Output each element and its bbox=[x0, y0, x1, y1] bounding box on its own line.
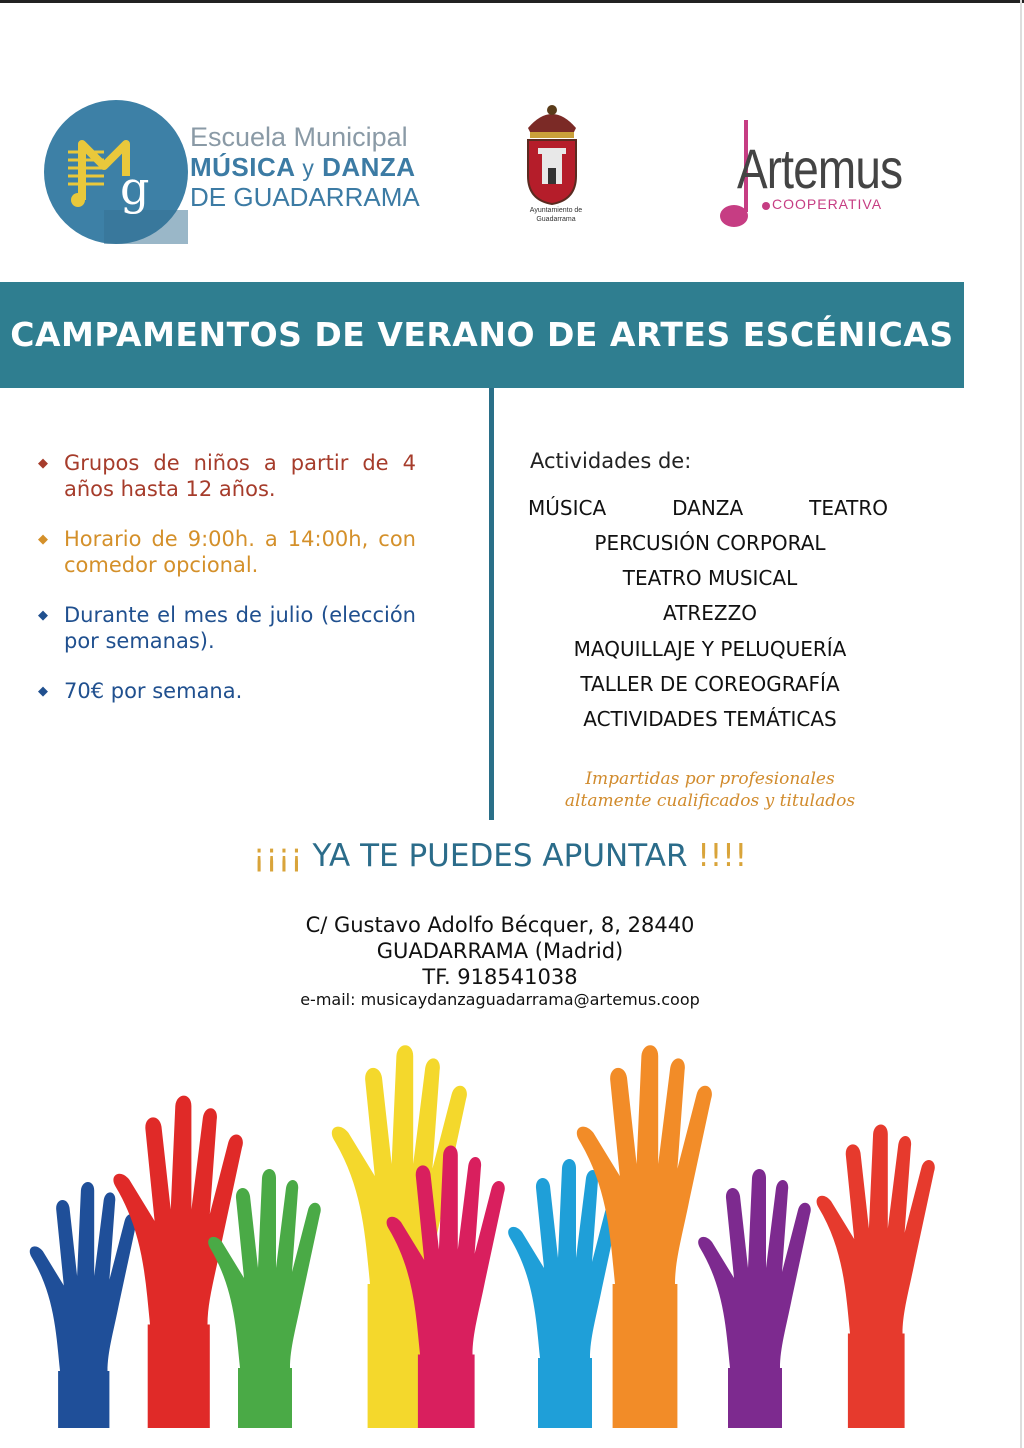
instructors-note-line2: altamente cualificados y titulados bbox=[564, 791, 856, 811]
crest-caption-line1: Ayuntamiento de bbox=[529, 207, 583, 214]
town-crest-icon bbox=[514, 102, 590, 210]
info-item bbox=[36, 526, 416, 578]
activities-heading: Actividades de: bbox=[530, 449, 692, 473]
address-line1: C/ Gustavo Adolfo Bécquer, 8, 28440 bbox=[305, 913, 695, 937]
column-divider bbox=[489, 388, 494, 820]
info-item-text: Horario de 9:00h. a 14:00h, con comedor opcional. bbox=[64, 527, 416, 577]
school-name-line1: Escuela Municipal bbox=[190, 122, 408, 152]
cta-close: !!!! bbox=[697, 838, 748, 874]
school-name-line2 bbox=[190, 153, 450, 183]
raised-hands-illustration bbox=[0, 1028, 1020, 1428]
info-item-text: Grupos de niños a partir de 4 años hasta 12 años. bbox=[64, 451, 416, 501]
instructors-note bbox=[520, 768, 900, 812]
svg-text:g: g bbox=[120, 161, 150, 215]
school-name-line3: DE GUADARRAMA bbox=[190, 181, 420, 212]
cta-open: ¡¡¡¡ bbox=[252, 838, 303, 874]
contact-address bbox=[200, 912, 800, 990]
cta-text: YA TE PUEDES APUNTAR bbox=[312, 838, 688, 874]
instructors-note-line1: Impartidas por profesionales bbox=[585, 769, 835, 789]
bullet-icon: ◆ bbox=[38, 684, 48, 699]
activity-item: TEATRO MUSICAL bbox=[622, 566, 798, 591]
music-school-logo-icon bbox=[44, 100, 188, 244]
school-name-danza: DANZA bbox=[322, 152, 416, 183]
artemus-name: Artemus bbox=[737, 137, 903, 200]
phone: TF. 918541038 bbox=[422, 965, 578, 989]
right-border bbox=[1020, 0, 1022, 1448]
call-to-action bbox=[0, 838, 1000, 874]
activities-row bbox=[528, 496, 888, 520]
activity-item: DANZA bbox=[672, 496, 744, 520]
email[interactable]: e-mail: musicaydanzaguadarrama@artemus.coop bbox=[300, 990, 700, 1009]
bullet-icon: ◆ bbox=[38, 456, 48, 471]
activity-item: TEATRO bbox=[809, 496, 888, 520]
info-item bbox=[36, 450, 416, 502]
address-line2: GUADARRAMA (Madrid) bbox=[376, 939, 624, 963]
bullet-icon: ◆ bbox=[38, 608, 48, 623]
activity-item: MÚSICA bbox=[528, 496, 607, 520]
activity-item: ATREZZO bbox=[662, 601, 758, 626]
school-name bbox=[190, 122, 450, 213]
activity-item: TALLER DE COREOGRAFÍA bbox=[580, 671, 840, 696]
info-item bbox=[36, 678, 416, 704]
artemus-subtitle: COOPERATIVA bbox=[772, 196, 883, 212]
info-list bbox=[36, 450, 416, 728]
activity-item: MAQUILLAJE Y PELUQUERÍA bbox=[573, 636, 847, 661]
info-item-text: Durante el mes de julio (elección por semanas). bbox=[64, 603, 416, 653]
activity-item: PERCUSIÓN CORPORAL bbox=[594, 531, 826, 555]
info-item-text: 70€ por semana. bbox=[64, 679, 243, 703]
page-title: CAMPAMENTOS DE VERANO DE ARTES ESCÉNICAS bbox=[10, 315, 954, 354]
school-name-musica: MÚSICA bbox=[190, 152, 295, 183]
artemus-dot bbox=[762, 202, 770, 210]
bullet-icon: ◆ bbox=[38, 532, 48, 547]
top-border bbox=[0, 0, 1024, 3]
crest-caption bbox=[496, 206, 616, 224]
activity-item: ACTIVIDADES TEMÁTICAS bbox=[583, 706, 837, 731]
info-item bbox=[36, 602, 416, 654]
school-name-y: y bbox=[302, 155, 315, 182]
crest-caption-line2: Guadarrama bbox=[536, 216, 576, 224]
activities-list bbox=[520, 530, 900, 741]
